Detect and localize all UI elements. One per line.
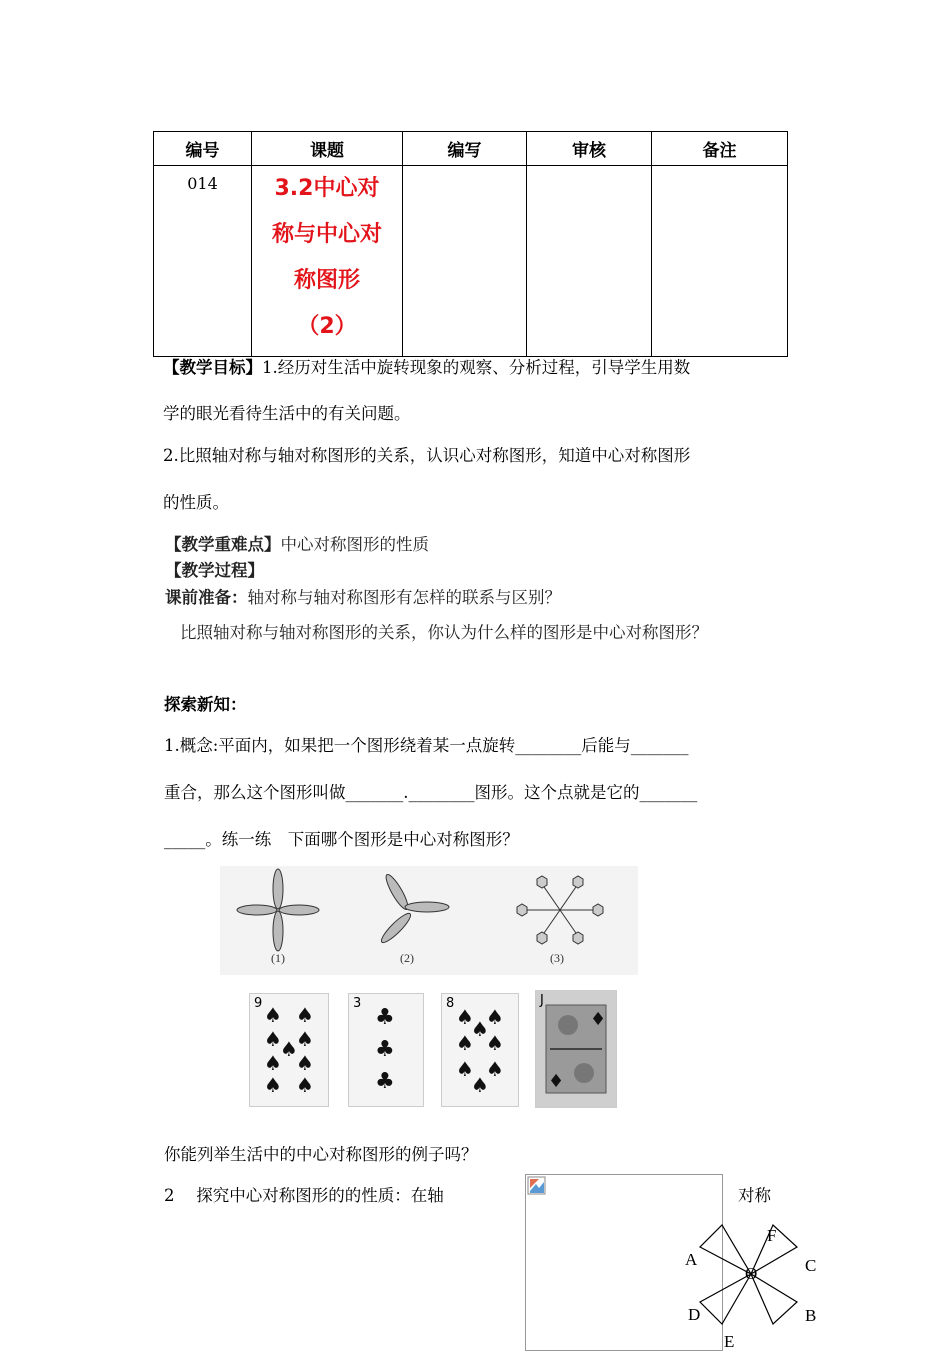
svg-text:♦: ♦ bbox=[548, 1071, 565, 1092]
property-tail: 对称 bbox=[738, 1186, 771, 1205]
svg-text:♠: ♠ bbox=[280, 1037, 298, 1061]
header-review: 审核 bbox=[527, 132, 652, 166]
card-rank: 9 bbox=[254, 996, 263, 1011]
svg-text:♠: ♠ bbox=[264, 1027, 282, 1051]
cell-topic bbox=[252, 166, 403, 357]
property-line: 2 探究中心对称图形的的性质：在轴 bbox=[164, 1186, 444, 1205]
svg-text:♦: ♦ bbox=[590, 1009, 607, 1030]
prep-text: 轴对称与轴对称图形有怎样的联系与区别？ bbox=[247, 588, 561, 607]
point-label-d: D bbox=[688, 1305, 701, 1324]
explore-heading: 探索新知： bbox=[164, 695, 247, 714]
topic-line: 称与中心对 bbox=[271, 222, 382, 247]
symmetry-figures bbox=[220, 866, 638, 975]
examples-question: 你能列举生活中的中心对称图形的例子吗？ bbox=[164, 1145, 478, 1164]
goals-line-1 bbox=[163, 356, 690, 380]
svg-text:♣: ♣ bbox=[375, 1005, 395, 1030]
point-label-o: O bbox=[745, 1264, 758, 1283]
svg-text:♠: ♠ bbox=[296, 1027, 314, 1051]
cell-review bbox=[527, 166, 652, 357]
point-label-f: F bbox=[767, 1226, 777, 1245]
svg-text:♠: ♠ bbox=[486, 1031, 504, 1055]
four-petal-figure bbox=[237, 869, 319, 951]
figure-drawings bbox=[220, 866, 638, 975]
topic-line: （2） bbox=[297, 314, 357, 339]
cell-author bbox=[403, 166, 527, 357]
explore-line-2: 重合，那么这个图形叫做_______.________图形。这个点就是它的_______ bbox=[164, 783, 698, 802]
figure-caption-3: (3) bbox=[550, 951, 564, 965]
goals-text-1: 1.经历对生活中旋转现象的观察、分析过程，引导学生用数 bbox=[262, 358, 691, 377]
goals-line-2: 学的眼光看待生活中的有关问题。 bbox=[163, 404, 411, 423]
svg-text:♠: ♠ bbox=[456, 1057, 474, 1081]
prep-line bbox=[165, 586, 561, 610]
hexagon-star-figure bbox=[517, 876, 603, 944]
cell-number: 014 bbox=[154, 166, 252, 357]
figure-caption-2: (2) bbox=[400, 951, 414, 965]
figure-caption-1: (1) bbox=[271, 951, 285, 965]
jack-face-icon bbox=[536, 991, 616, 1107]
svg-text:♠: ♠ bbox=[456, 1005, 474, 1029]
triangle-upper-left bbox=[700, 1225, 751, 1274]
topic-line: 3.2中心对 bbox=[274, 176, 380, 201]
process-label: 【教学过程】 bbox=[165, 561, 264, 580]
card-rank: 3 bbox=[353, 996, 362, 1011]
goals-line-3: 2.比照轴对称与轴对称图形的关系，认识心对称图形，知道中心对称图形 bbox=[163, 446, 691, 465]
svg-text:♠: ♠ bbox=[471, 1017, 489, 1041]
svg-text:♠: ♠ bbox=[486, 1057, 504, 1081]
svg-text:♠: ♠ bbox=[264, 1003, 282, 1027]
explore-line-1: 1.概念:平面内，如果把一个图形绕着某一点旋转________后能与_______ bbox=[164, 736, 689, 755]
goals-line-4: 的性质。 bbox=[163, 493, 229, 512]
triangle-lower-right bbox=[751, 1274, 797, 1324]
svg-text:♠: ♠ bbox=[456, 1031, 474, 1055]
svg-text:♠: ♠ bbox=[471, 1073, 489, 1097]
header-number: 编号 bbox=[154, 132, 252, 166]
topic-line: 称图形 bbox=[293, 268, 360, 293]
point-label-b: B bbox=[805, 1306, 817, 1325]
keypoint-label: 【教学重难点】 bbox=[165, 535, 281, 554]
card-nine-spades bbox=[249, 993, 329, 1107]
card-rank: 8 bbox=[446, 996, 455, 1011]
prep-question: 比照轴对称与轴对称图形的关系，你认为什么样的图形是中心对称图形？ bbox=[180, 623, 708, 642]
header-table bbox=[153, 131, 788, 357]
three-petal-figure bbox=[378, 872, 449, 945]
goals-label: 【教学目标】 bbox=[163, 358, 262, 377]
point-label-a: A bbox=[685, 1250, 698, 1269]
keypoint-line bbox=[165, 533, 429, 557]
header-remark: 备注 bbox=[652, 132, 788, 166]
card-jack-diamonds bbox=[535, 990, 617, 1108]
card-three-clubs bbox=[348, 993, 424, 1107]
svg-text:♠: ♠ bbox=[486, 1005, 504, 1029]
header-topic: 课题 bbox=[252, 132, 403, 166]
prep-label: 课前准备： bbox=[165, 588, 248, 607]
broken-image-icon bbox=[527, 1176, 547, 1196]
triangle-lower-left bbox=[700, 1274, 751, 1324]
point-label-c: C bbox=[805, 1256, 817, 1275]
header-author: 编写 bbox=[403, 132, 527, 166]
card-eight-spades bbox=[441, 993, 519, 1107]
svg-text:♠: ♠ bbox=[264, 1051, 282, 1075]
svg-text:♠: ♠ bbox=[296, 1003, 314, 1027]
keypoint-text: 中心对称图形的性质 bbox=[280, 535, 429, 554]
svg-text:♠: ♠ bbox=[264, 1073, 282, 1097]
explore-line-3: _____。练一练 下面哪个图形是中心对称图形？ bbox=[164, 830, 519, 849]
point-label-e: E bbox=[724, 1332, 735, 1351]
card-rank: J bbox=[540, 993, 544, 1008]
svg-text:♣: ♣ bbox=[375, 1069, 395, 1094]
svg-text:♠: ♠ bbox=[296, 1073, 314, 1097]
cell-remark bbox=[652, 166, 788, 357]
svg-text:♠: ♠ bbox=[296, 1051, 314, 1075]
svg-text:♣: ♣ bbox=[375, 1037, 395, 1062]
